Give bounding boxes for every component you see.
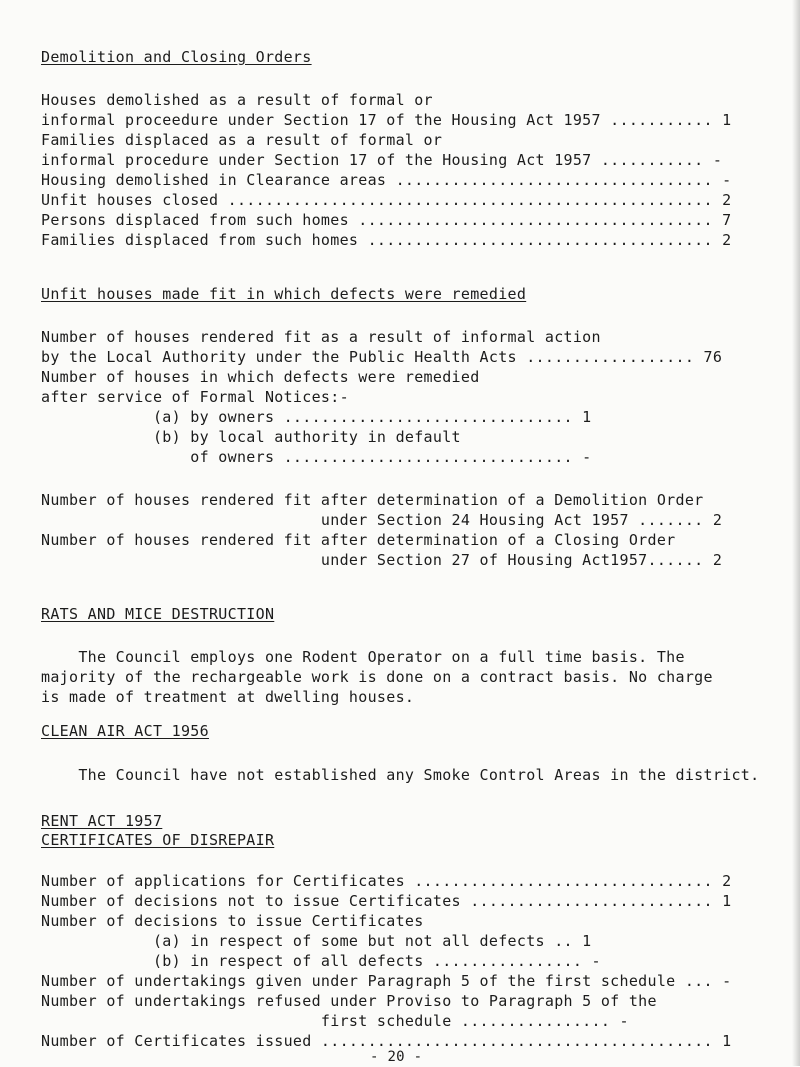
unfit-order-line: under Section 24 Housing Act 1957 ....... 2 [41, 511, 723, 529]
rent-line: Number of undertakings refused under Proviso to Paragraph 5 of the [41, 992, 657, 1010]
demolition-line: Families displaced from such homes ..................................... 2 [41, 231, 732, 249]
unfit-order-line: Number of houses rendered fit after determination of a Closing Order [41, 531, 676, 549]
demolition-line: informal proceedure under Section 17 of the Housing Act 1957 ........... 1 [41, 111, 732, 129]
rent-line: first schedule ................ - [41, 1012, 629, 1030]
rats-line: majority of the rechargeable work is done on a contract basis. No charge [41, 668, 713, 686]
rats-line: The Council employs one Rodent Operator on a full time basis. The [41, 648, 685, 666]
demolition-line: Families displaced as a result of formal or [41, 131, 443, 149]
demolition-line: Housing demolished in Clearance areas .................................. - [41, 171, 732, 189]
demolition-line: Unfit houses closed .................................................... 2 [41, 191, 732, 209]
demolition-line: informal procedure under Section 17 of the Housing Act 1957 ........... - [41, 151, 723, 169]
clean-air-line: The Council have not established any Smoke Control Areas in the district. [41, 766, 760, 784]
rent-line: (b) in respect of all defects ................ - [41, 952, 601, 970]
demolition-line: Houses demolished as a result of formal or [41, 91, 433, 109]
unfit-line: by the Local Authority under the Public Health Acts .................. 76 [41, 348, 723, 366]
unfit-line: of owners ............................... - [41, 448, 592, 466]
page-number: - 20 - [370, 1049, 423, 1065]
heading-certificates: CERTIFICATES OF DISREPAIR [41, 831, 275, 849]
scan-edge-shadow [792, 0, 800, 1066]
unfit-order-line: Number of houses rendered fit after determination of a Demolition Order [41, 491, 704, 509]
heading-rent-act: RENT ACT 1957 [41, 812, 163, 830]
rent-line: (a) in respect of some but not all defects .. 1 [41, 932, 592, 950]
unfit-line: (b) by local authority in default [41, 428, 461, 446]
rent-line: Number of undertakings given under Paragraph 5 of the first schedule ... - [41, 972, 732, 990]
demolition-line: Persons displaced from such homes ...................................... 7 [41, 211, 732, 229]
unfit-line: after service of Formal Notices:- [41, 388, 349, 406]
heading-demolition: Demolition and Closing Orders [41, 48, 312, 66]
rent-line: Number of applications for Certificates ................................ 2 [41, 872, 732, 890]
unfit-line: Number of houses in which defects were remedied [41, 368, 480, 386]
rats-line: is made of treatment at dwelling houses. [41, 688, 415, 706]
heading-clean-air: CLEAN AIR ACT 1956 [41, 722, 209, 740]
rent-line: Number of Certificates issued .......................................... 1 [41, 1032, 732, 1050]
unfit-order-line: under Section 27 of Housing Act1957...... 2 [41, 551, 723, 569]
heading-unfit-houses: Unfit houses made fit in which defects were remedied [41, 285, 527, 303]
heading-rats-mice: RATS AND MICE DESTRUCTION [41, 605, 275, 623]
rent-line: Number of decisions to issue Certificates [41, 912, 424, 930]
unfit-line: (a) by owners ............................... 1 [41, 408, 592, 426]
rent-line: Number of decisions not to issue Certificates .......................... 1 [41, 892, 732, 910]
unfit-line: Number of houses rendered fit as a result of informal action [41, 328, 601, 346]
